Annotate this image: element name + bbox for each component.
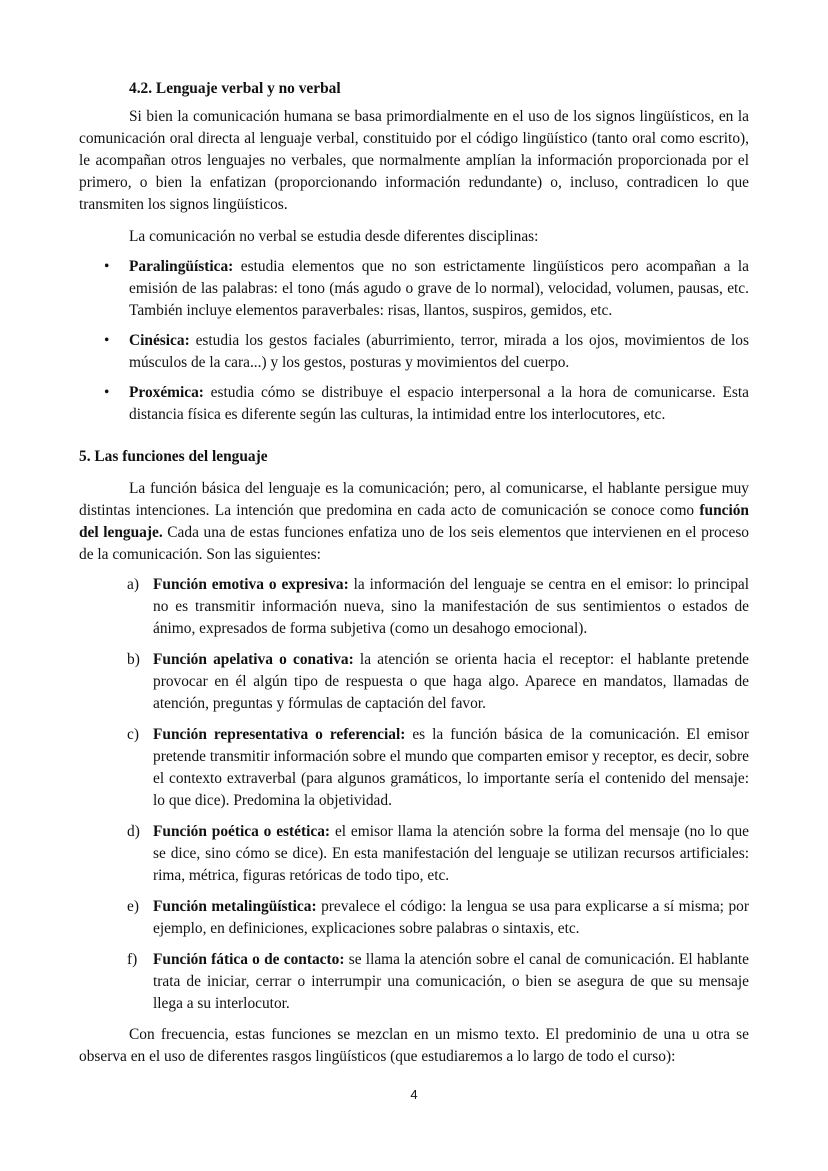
subsection-heading: 4.2. Lenguaje verbal y no verbal xyxy=(129,80,341,97)
list-item-proxemica xyxy=(79,382,749,426)
list-item-funcion-fatica xyxy=(79,949,749,1015)
function-term: Función apelativa o conativa: xyxy=(153,651,354,668)
term-description: estudia cómo se distribuye el espacio interpersonal a la hora de comunicarse. Esta distancia física es diferente según las culturas, la intimidad entre los interlocutores, etc. xyxy=(129,384,749,423)
section-heading: 5. Las funciones del lenguaje xyxy=(79,448,268,465)
list-item-paralinguistica xyxy=(79,256,749,322)
list-item-funcion-emotiva xyxy=(79,574,749,640)
function-term: Función fática o de contacto: xyxy=(153,951,345,968)
term-label: Paralingüística: xyxy=(129,258,234,275)
function-description: el emisor llama la atención sobre la forma del mensaje (no lo que se dice, sino cómo se dice). En esta manifestación del lenguaje se utilizan recursos artificiales: rima, métrica, figuras retóricas de todo tipo, etc. xyxy=(153,823,749,884)
function-term: Función metalingüística: xyxy=(153,898,317,915)
functions-list xyxy=(79,574,749,1015)
list-item-funcion-apelativa xyxy=(79,649,749,715)
list-marker: b) xyxy=(127,651,140,668)
paragraph-disciplines-intro: La comunicación no verbal se estudia desde diferentes disciplinas: xyxy=(129,228,539,245)
intro-text-continued: Cada una de estas funciones enfatiza uno de los seis elementos que intervienen en el proceso de la comunicación. Son las siguientes: xyxy=(79,524,749,563)
intro-bold-term: función del lenguaje. xyxy=(79,502,749,541)
list-item-funcion-poetica xyxy=(79,821,749,887)
bullet-icon: • xyxy=(104,384,110,401)
term-description: estudia los gestos faciales (aburrimiento, terror, mirada a los ojos, movimientos de los músculos de la cara...) y los gestos, posturas y movimientos del cuerpo. xyxy=(129,332,749,371)
bullet-icon: • xyxy=(104,258,110,275)
function-description: se llama la atención sobre el canal de comunicación. El hablante trata de iniciar, cerrar o interrumpir una comunicación, o bien se asegura de que su mensaje llega a su interlocutor. xyxy=(153,951,749,1012)
function-term: Función emotiva o expresiva: xyxy=(153,576,349,593)
term-description: estudia elementos que no son estrictamente lingüísticos pero acompañan a la emisión de las palabras: el tono (más agudo o grave de lo normal), velocidad, volumen, pausas, etc. También incluye elementos paraverbales: risas, llantos, suspiros, gemidos, etc. xyxy=(129,258,749,319)
function-description: la información del lenguaje se centra en el emisor: lo principal no es transmitir información nueva, sino la manifestación de sus sentimientos o estados de ánimo, expresados de forma subjetiva (como un desahogo emocional). xyxy=(153,576,749,637)
list-marker: e) xyxy=(127,898,139,915)
term-label: Proxémica: xyxy=(129,384,204,401)
list-item-funcion-representativa xyxy=(79,724,749,812)
function-term: Función representativa o referencial: xyxy=(153,726,406,743)
list-marker: a) xyxy=(127,576,139,593)
intro-text: La función básica del lenguaje es la comunicación; pero, al comunicarse, el hablante persigue muy distintas intenciones. La intención que predomina en cada acto de comunicación se conoce como xyxy=(79,480,749,519)
function-description: es la función básica de la comunicación. El emisor pretende transmitir información sobre el mundo que comparten emisor y receptor, es decir, sobre el contexto extraverbal (para algunos gramáticos, lo importante sería el contenido del mensaje: lo que dice). Predomina la objetividad. xyxy=(153,726,749,809)
disciplines-list xyxy=(79,256,749,426)
list-marker: c) xyxy=(127,726,139,743)
list-item-funcion-metalinguistica xyxy=(79,896,749,940)
function-description: la atención se orienta hacia el receptor: el hablante pretende provocar en él algún tipo de respuesta o que haga algo. Aparece en mandatos, llamadas de atención, preguntas y fórmulas de captación del favor. xyxy=(153,651,749,712)
document-page xyxy=(79,78,749,1068)
function-term: Función poética o estética: xyxy=(153,823,331,840)
term-label: Cinésica: xyxy=(129,332,190,349)
bullet-icon: • xyxy=(104,332,110,349)
list-item-cinesica xyxy=(79,330,749,374)
paragraph-functions-intro xyxy=(79,478,749,566)
page-number: 4 xyxy=(410,1087,418,1102)
paragraph-intro: Si bien la comunicación humana se basa primordialmente en el uso de los signos lingüísticos, en la comunicación oral directa al lenguaje verbal, constituido por el código lingüístico (tanto oral como escrito), le acompañan otros lenguajes no verbales, que normalmente amplían la información proporcionada por el primero, o bien la enfatizan (proporcionando información redundante) o, incluso, contradicen lo que transmiten los signos lingüísticos. xyxy=(79,108,749,213)
function-description: prevalece el código: la lengua se usa para explicarse a sí misma; por ejemplo, en definiciones, explicaciones sobre palabras o sintaxis, etc. xyxy=(153,898,749,937)
list-marker: d) xyxy=(127,823,140,840)
list-marker: f) xyxy=(127,951,138,968)
paragraph-closing: Con frecuencia, estas funciones se mezclan en un mismo texto. El predominio de una u otra se observa en el uso de diferentes rasgos lingüísticos (que estudiaremos a lo largo de todo el curso): xyxy=(79,1026,749,1065)
